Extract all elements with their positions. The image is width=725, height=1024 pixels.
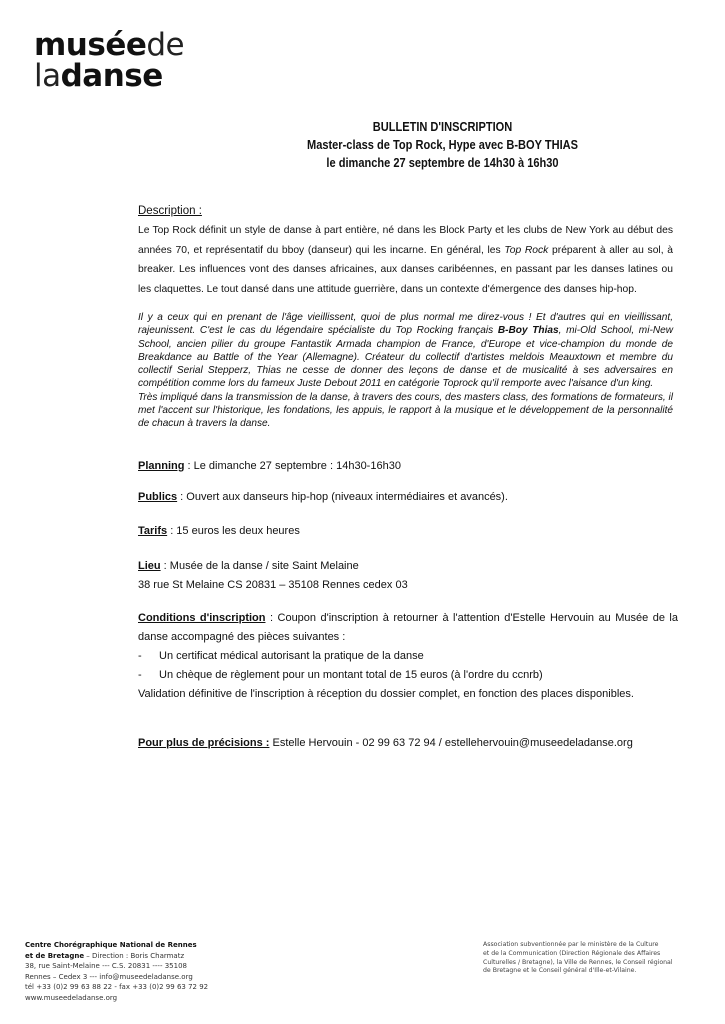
- footer-funding-line: de Bretagne et le Conseil général d'Ille-et-Vilaine.: [483, 967, 637, 975]
- footer-org-line2: [25, 951, 215, 962]
- precisions-field: [138, 734, 678, 753]
- tarifs-label: Tarifs: [138, 525, 168, 537]
- description-paragraph: [138, 221, 673, 299]
- lieu-address: 38 rue St Melaine CS 20831 – 35108 Rennes cedex 03: [138, 579, 408, 591]
- lieu-value: : Musée de la danse / site Saint Melaine: [160, 560, 359, 572]
- bio-text-b: , mi-Old School, mi-New School, ancien pilier du groupe Fantastik Armada champion de France, d'Europe et vice-champion du monde de Breakdance au Battle of the Year (Allemagne). Créateur du collectif d'artistes meldois Meauxtown et membre du collectif Serial Stepperz, Thias ne cesse de donner des leçons de danse et de musicalité à ses adversaires en compétition comme lors du fameux Juste Debout 2011 en catégorie Toprock qu'il remporte avec l'aisance d'un king.: [138, 325, 674, 390]
- planning-value: : Le dimanche 27 septembre : 14h30-16h30: [184, 460, 401, 472]
- footer-contact: [25, 940, 215, 1003]
- footer-org-name-cont: et de Bretagne: [25, 951, 85, 960]
- list-dash: -: [138, 650, 142, 662]
- footer-direction: – Direction : Boris Charmatz: [84, 951, 185, 960]
- planning-field: [138, 457, 678, 476]
- list-item: [138, 666, 678, 685]
- logo-word-la: la: [34, 58, 61, 94]
- description-title: Description :: [138, 205, 202, 217]
- publics-label: Publics: [138, 491, 178, 503]
- conditions-validation: Validation définitive de l'inscription à réception du dossier complet, en fonction des places disponibles.: [138, 688, 634, 700]
- footer-address: 38, rue Saint-Melaine --- C.S. 20831 ---- 35108: [25, 962, 187, 970]
- footer-org-name: Centre Chorégraphique National de Rennes: [25, 941, 197, 949]
- publics-value: : Ouvert aux danseurs hip-hop (niveaux intermédiaires et avancés).: [177, 491, 508, 503]
- footer-city-email: Rennes – Cedex 3 --- info@museedeladanse.org: [25, 972, 193, 981]
- header-subtitle: Master-class de Top Rock, Hype avec B-BOY THIAS: [306, 137, 579, 152]
- list-dash: -: [138, 669, 142, 681]
- planning-label: Planning: [138, 460, 185, 472]
- footer-funding: [483, 941, 683, 976]
- logo-word-de: de: [146, 27, 185, 63]
- logo: [34, 27, 204, 94]
- conditions-value: : Coupon d'inscription à retourner à l'attention d'Estelle Hervouin au Musée de la danse accompagné des pièces suivantes :: [138, 612, 678, 643]
- description-section: [138, 205, 673, 431]
- logo-word-musee: musée: [34, 27, 147, 63]
- header-date: le dimanche 27 septembre de 14h30 à 16h30: [326, 155, 559, 170]
- list-item-text: Un certificat médical autorisant la pratique de la danse: [159, 650, 424, 662]
- bio-text-a: Il y a ceux qui en prenant de l'âge vieillissent, quoi de plus normal me direz-vous ! Et d'autres qui en vieillissant, rajeunissent. C'est le cas du légendaire spécialiste du Top Rocking français: [138, 312, 673, 337]
- description-italic-term: Top Rock: [504, 244, 549, 256]
- precisions-value: Estelle Hervouin - 02 99 63 72 94 / estellehervouin@museedeladanse.org: [269, 737, 633, 749]
- footer-funding-line: Culturelles / Bretagne), la Ville de Rennes, le Conseil régional: [483, 958, 673, 966]
- footer-website: www.museedeladanse.org: [25, 993, 118, 1002]
- document-header: [200, 118, 685, 172]
- list-item-text: Un chèque de règlement pour un montant total de 15 euros (à l'ordre du ccnrb): [159, 669, 543, 681]
- publics-field: [138, 488, 678, 507]
- conditions-list: [138, 647, 678, 685]
- description-text-b: préparent à aller au sol, à breaker. Les influences vont des danses africaines, aux danses caribéennes, en passant par les danses latines ou les claquettes. Le tout dansé dans une attitude guerrière, dans un contexte d'émergence des danses hip-hop.: [138, 244, 674, 295]
- logo-line-2: [34, 58, 204, 94]
- list-item: [138, 647, 678, 666]
- tarifs-value: : 15 euros les deux heures: [167, 525, 300, 537]
- lieu-field: [138, 557, 678, 595]
- footer-funding-line: Association subventionnée par le ministère de la Culture: [483, 941, 659, 948]
- logo-word-danse: danse: [60, 58, 163, 94]
- precisions-label: Pour plus de précisions :: [138, 737, 270, 749]
- lieu-label: Lieu: [138, 560, 161, 572]
- logo-line-1: [34, 27, 204, 63]
- header-title: BULLETIN D'INSCRIPTION: [372, 119, 513, 134]
- bio-paragraph: [138, 311, 673, 431]
- bio-artist-name: B-Boy Thias: [497, 325, 559, 337]
- footer-phone: tél +33 (0)2 99 63 88 22 - fax +33 (0)2 99 63 72 92: [25, 983, 209, 991]
- conditions-field: [138, 609, 678, 704]
- footer-funding-line: et de la Communication (Direction Régionale des Affaires: [483, 949, 661, 957]
- tarifs-field: [138, 522, 678, 541]
- description-text-a: Le Top Rock définit un style de danse à part entière, né dans les Block Party et les clubs de New York au début des années 70, et représentatif du bboy (danseur) qui les incarne. En général, les: [138, 225, 673, 256]
- bio-text-c: Très impliqué dans la transmission de la danse, à travers des cours, des masters class, des formations de formateurs, il met l'accent sur l'historique, les fondations, les appuis, le rapport à la musique et le développement de la personnalité de chacun à travers la danse.: [138, 391, 673, 430]
- conditions-label: Conditions d'inscription: [138, 612, 266, 624]
